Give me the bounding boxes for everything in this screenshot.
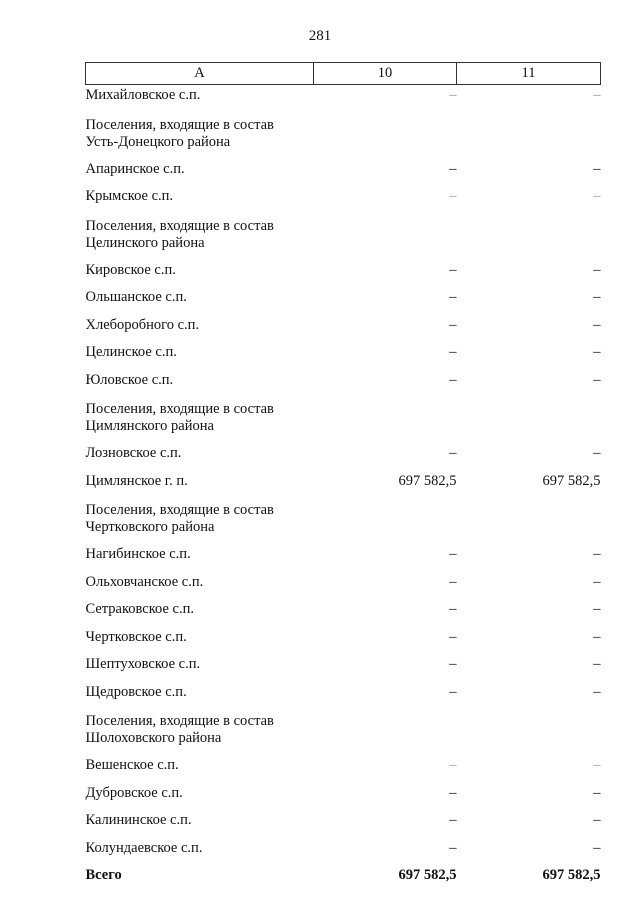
table-row xyxy=(86,443,601,471)
value-col-11: – xyxy=(593,445,601,461)
value-col-11: – xyxy=(593,656,601,672)
table-row xyxy=(86,682,601,710)
value-col-10: – xyxy=(449,812,457,828)
table-row xyxy=(86,342,601,370)
table-row xyxy=(86,544,601,572)
group-header-row xyxy=(86,709,601,755)
value-col-10: – xyxy=(449,573,457,590)
value-col-11: 697 582,5 xyxy=(542,867,601,883)
group-header-row xyxy=(86,498,601,544)
table-row xyxy=(86,260,601,288)
value-col-11: – xyxy=(593,316,601,333)
value-col-10: – xyxy=(449,628,457,645)
table-row xyxy=(86,572,601,600)
value-col-11: – xyxy=(593,683,601,700)
group-header-cell xyxy=(86,113,601,159)
value-col-10: – xyxy=(449,261,457,278)
group-header-line: Поселения, входящие в состав xyxy=(85,401,274,417)
table-row xyxy=(86,370,601,398)
table-row xyxy=(86,755,601,783)
value-col-10: – xyxy=(449,87,457,103)
group-header-cell xyxy=(86,709,601,755)
group-header-line: Поселения, входящие в состав xyxy=(85,217,274,234)
group-header-cell xyxy=(86,397,601,443)
value-col-10: – xyxy=(449,839,457,856)
page-number: 281 xyxy=(308,28,332,44)
table-row xyxy=(86,838,601,866)
value-col-10: – xyxy=(449,683,457,700)
table-row xyxy=(86,627,601,655)
settlement-name: Калининское с.п. xyxy=(85,812,192,828)
value-col-10: – xyxy=(449,289,457,305)
group-header-cell xyxy=(86,498,601,544)
table-header-row xyxy=(86,63,601,85)
group-header-line: Цимлянского района xyxy=(85,418,214,434)
table-row xyxy=(86,471,601,499)
value-col-10: – xyxy=(449,344,457,360)
group-header-line: Поселения, входящие в состав xyxy=(85,713,274,729)
table-row xyxy=(86,654,601,682)
column-header-10: 10 xyxy=(314,63,457,85)
group-header-line: Целинского района xyxy=(85,234,205,251)
value-col-11: – xyxy=(593,812,601,828)
value-col-11: – xyxy=(593,344,601,360)
settlement-name: Ольшанское с.п. xyxy=(85,289,187,305)
settlement-name: Ольховчанское с.п. xyxy=(85,573,204,590)
group-header-line: Поселения, входящие в состав xyxy=(85,116,274,133)
settlement-name: Дубровское с.п. xyxy=(85,784,183,801)
value-col-11: – xyxy=(593,573,601,590)
value-col-11: – xyxy=(593,261,601,278)
group-header-row xyxy=(86,113,601,159)
value-col-11: – xyxy=(593,784,601,801)
group-header-line: Шолоховского района xyxy=(85,730,222,746)
settlement-name: Лозновское с.п. xyxy=(85,445,182,461)
value-col-11: – xyxy=(593,160,601,177)
group-header-line: Поселения, входящие в состав xyxy=(85,502,274,518)
group-header-row xyxy=(86,214,601,260)
table-row xyxy=(86,783,601,811)
value-col-11: – xyxy=(593,628,601,645)
value-col-10: – xyxy=(449,546,457,562)
value-col-10: 697 582,5 xyxy=(398,867,457,883)
table-row xyxy=(86,810,601,838)
table-row xyxy=(86,159,601,187)
value-col-10: – xyxy=(449,784,457,801)
value-col-10: – xyxy=(449,445,457,461)
total-row xyxy=(86,865,601,893)
settlement-name: Цимлянское г. п. xyxy=(85,472,188,489)
value-col-11: – xyxy=(593,601,601,617)
settlement-name: Шептуховское с.п. xyxy=(85,656,201,672)
column-header-11: 11 xyxy=(457,63,601,85)
value-col-11: – xyxy=(593,546,601,562)
value-col-11: – xyxy=(593,289,601,305)
value-col-10: – xyxy=(449,601,457,617)
value-col-11: – xyxy=(593,371,601,388)
settlement-name: Чертковское с.п. xyxy=(85,628,187,645)
budget-table xyxy=(85,62,601,893)
value-col-11: 697 582,5 xyxy=(542,472,601,489)
group-header-cell xyxy=(86,214,601,260)
column-header-a: А xyxy=(86,63,314,85)
settlement-name: Целинское с.п. xyxy=(85,344,177,360)
settlement-name: Вешенское с.п. xyxy=(85,757,179,773)
settlement-name: Кировское с.п. xyxy=(85,261,176,278)
settlement-name: Михайловское с.п. xyxy=(85,87,201,103)
table-row xyxy=(86,315,601,343)
value-col-11: – xyxy=(593,188,601,204)
value-col-10: – xyxy=(449,188,457,204)
group-header-line: Усть-Донецкого района xyxy=(85,133,231,150)
settlement-name: Апаринское с.п. xyxy=(85,160,185,177)
settlement-name: Юловское с.п. xyxy=(85,371,174,388)
settlement-name: Колундаевское с.п. xyxy=(85,839,203,856)
total-label: Всего xyxy=(85,867,122,883)
value-col-11: – xyxy=(593,839,601,856)
value-col-10: – xyxy=(449,656,457,672)
value-col-10: – xyxy=(449,316,457,333)
settlement-name: Сетраковское с.п. xyxy=(85,601,194,617)
value-col-10: – xyxy=(449,160,457,177)
value-col-10: – xyxy=(449,371,457,388)
table-row xyxy=(86,599,601,627)
settlement-name: Хлеборобного с.п. xyxy=(85,316,200,333)
table-row xyxy=(86,85,601,113)
value-col-11: – xyxy=(593,87,601,103)
group-header-line: Чертковского района xyxy=(85,519,215,535)
table-body xyxy=(86,85,601,893)
value-col-10: 697 582,5 xyxy=(398,472,457,489)
table-row xyxy=(86,287,601,315)
settlement-name: Крымское с.п. xyxy=(85,188,174,204)
group-header-row xyxy=(86,397,601,443)
value-col-10: – xyxy=(449,757,457,773)
settlement-name: Щедровское с.п. xyxy=(85,683,187,700)
table-row xyxy=(86,186,601,214)
value-col-11: – xyxy=(593,757,601,773)
settlement-name: Нагибинское с.п. xyxy=(85,546,191,562)
